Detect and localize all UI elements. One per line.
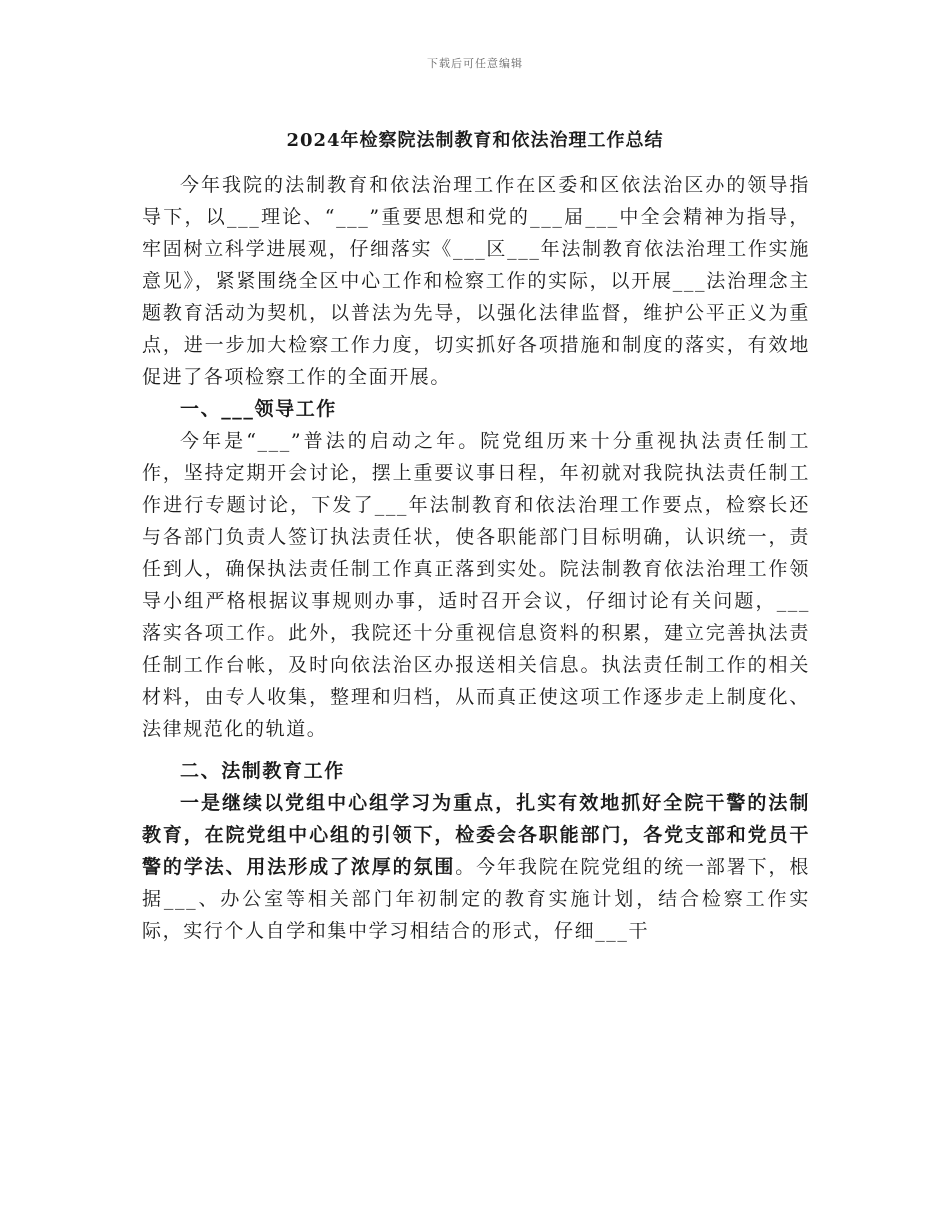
legal-education-lead: 一是继续以党组中心组学习为重点，扎实有效地抓好全院干警的法制教育，在院党组中心组的引领下，检委会各职能部门，各党支部和党员干警的学法、用法形成了浓厚的氛围	[142, 792, 810, 878]
header-note: 下载后可任意编辑	[427, 57, 523, 70]
legal-education-paragraph	[142, 787, 810, 947]
leadership-paragraph: 今年是“___”普法的启动之年。院党组历来十分重视执法责任制工作，坚持定期开会讨论，摆上重要议事日程，年初就对我院执法责任制工作进行专题讨论，下发了___年法制教育和依法治理工作要点，检察长还与各部门负责人签订执法责任状，使各职能部门目标明确，认识统一，责任到人，确保执法责任制工作真正落到实处。院法制教育依法治理工作领导小组严格根据议事规则办事，适时召开会议，仔细讨论有关问题，___落实各项工作。此外，我院还十分重视信息资料的积累，建立完善执法责任制工作台帐，及时向依法治区办报送相关信息。执法责任制工作的相关材料，由专人收集，整理和归档，从而真正使这项工作逐步走上制度化、法律规范化的轨道。	[142, 430, 810, 740]
section-heading-leadership: 一、___领导工作	[180, 398, 337, 420]
section-heading-legal-education: 二、法制教育工作	[180, 760, 345, 782]
intro-paragraph: 今年我院的法制教育和依法治理工作在区委和区依法治区办的领导指导下，以___理论、“___”重要思想和党的___届___中全会精神为指导，牢固树立科学进展观，仔细落实《___区___年法制教育依法治理工作实施意见》，紧紧围绕全区中心工作和检察工作的实际，以开展___法治理念主题教育活动为契机，以普法为先导，以强化法律监督，维护公平正义为重点，进一步加大检察工作力度，切实抓好各项措施和制度的落实，有效地促进了各项检察工作的全面开展。	[142, 174, 810, 388]
page-title: 2024年检察院法制教育和依法治理工作总结	[286, 130, 664, 151]
document-body	[142, 169, 810, 947]
legal-education-text: 。今年我院在院党组的统一部署下，根据___、办公室等相关部门年初制定的教育实施计划，结合检察工作实际，实行个人自学和集中学习相结合的形式，仔细___干	[142, 856, 810, 942]
